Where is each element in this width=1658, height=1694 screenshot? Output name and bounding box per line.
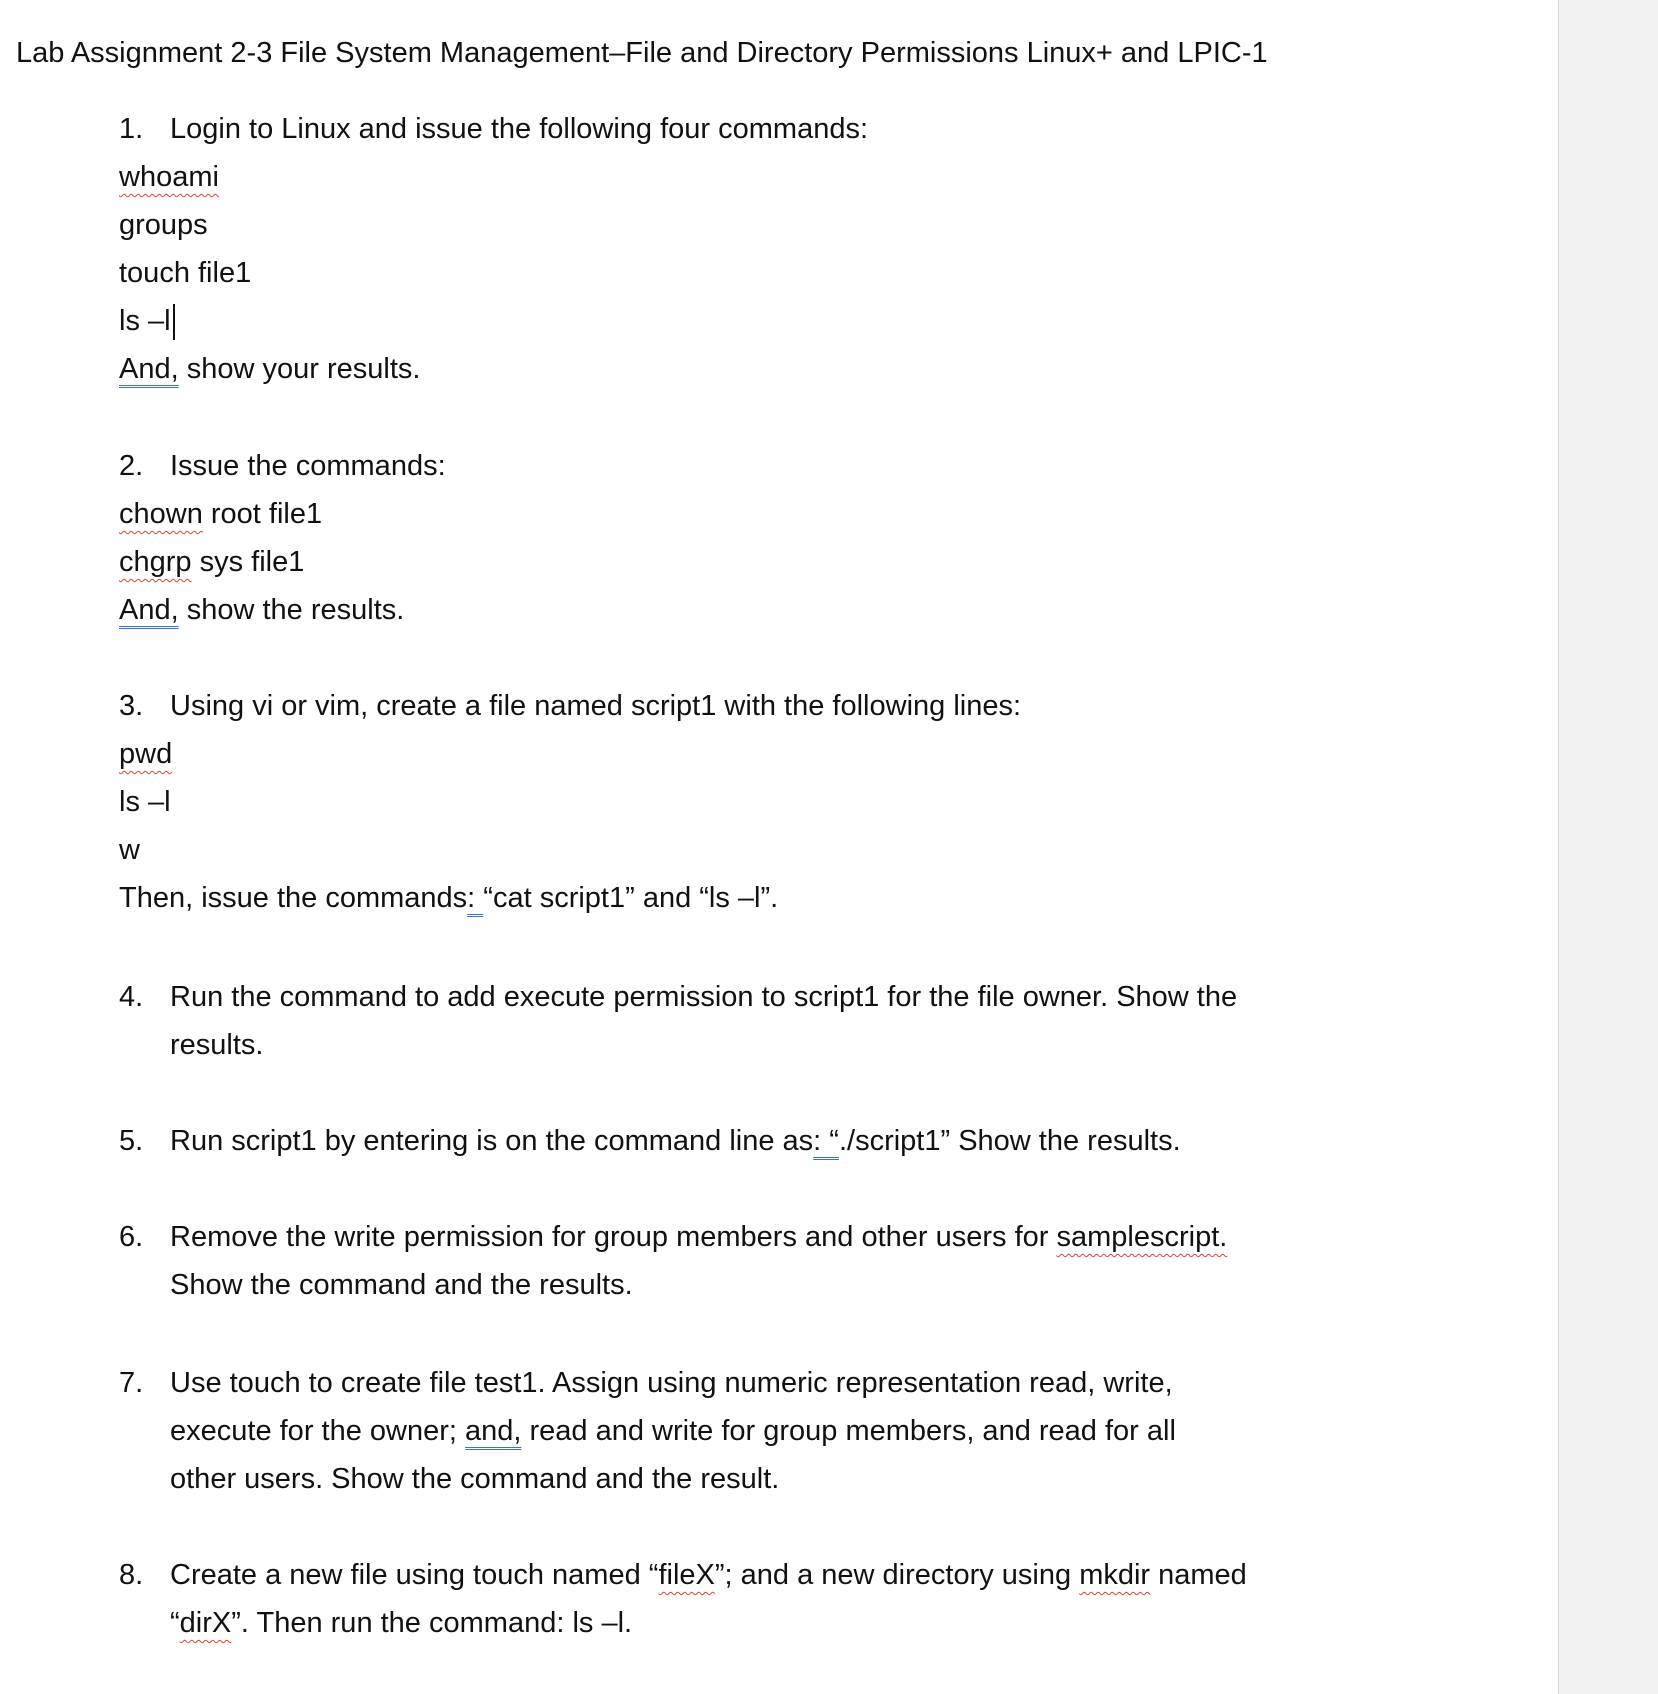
- command-groups: groups: [119, 209, 208, 241]
- question-2: [119, 442, 1379, 634]
- question-2-number: 2.: [119, 450, 144, 482]
- result-and: And,: [119, 353, 179, 385]
- result-instruction: show your results.: [178, 353, 421, 385]
- question-7-text-3: other users. Show the command and the result.: [170, 1463, 780, 1495]
- then-commands: “cat script1” and “ls –l”.: [483, 882, 779, 914]
- result-instruction: show the results.: [178, 594, 405, 626]
- question-7-text-2a: execute for the owner;: [170, 1415, 465, 1447]
- question-8-text-e: named: [1150, 1559, 1247, 1591]
- question-1: [119, 105, 1379, 393]
- question-4-text: Run the command to add execute permission to script1 for the file owner. Show the: [170, 981, 1238, 1013]
- question-8-text-2a: “: [170, 1607, 180, 1639]
- command-chown: chown: [119, 498, 203, 530]
- script-line-pwd: pwd: [119, 738, 173, 770]
- question-7-number: 7.: [119, 1367, 144, 1399]
- script-line-ls: ls –l: [119, 786, 171, 818]
- result-and: And,: [119, 594, 179, 626]
- question-7-text: Use touch to create file test1. Assign using numeric representation read, write,: [170, 1367, 1173, 1399]
- command-ls-l: ls –l: [119, 305, 171, 337]
- command-touch-file1: touch file1: [119, 257, 252, 289]
- question-1-number: 1.: [119, 113, 144, 145]
- command-chgrp-args: sys file1: [191, 546, 305, 578]
- question-5-command: ./script1” Show the results.: [838, 1125, 1181, 1157]
- command-chgrp: chgrp: [119, 546, 192, 578]
- question-4-number: 4.: [119, 981, 144, 1013]
- samplescript-word: samplescript.: [1056, 1221, 1228, 1253]
- question-4-text-continued: results.: [170, 1029, 264, 1061]
- script-line-w: w: [119, 834, 140, 866]
- question-1-prompt: Login to Linux and issue the following four commands:: [170, 113, 869, 145]
- question-7-text-2c: read and write for group members, and read for all: [521, 1415, 1176, 1447]
- question-5-colon: : “: [813, 1125, 839, 1157]
- question-5: [119, 1117, 1379, 1165]
- question-8-number: 8.: [119, 1559, 144, 1591]
- question-3-number: 3.: [119, 690, 144, 722]
- question-7: [119, 1359, 1379, 1503]
- command-whoami: whoami: [119, 161, 219, 193]
- command-chown-args: root file1: [202, 498, 323, 530]
- question-4: [119, 973, 1379, 1069]
- mkdir-word: mkdir: [1079, 1559, 1151, 1591]
- question-6-text-continued: Show the command and the results.: [170, 1269, 633, 1301]
- question-6: [119, 1213, 1379, 1309]
- question-8-text-c: ”; and a new directory using: [714, 1559, 1080, 1591]
- question-6-number: 6.: [119, 1221, 144, 1253]
- text-cursor: [173, 304, 175, 340]
- then-colon: :: [467, 882, 484, 914]
- question-5-text: Run script1 by entering is on the command line as: [170, 1125, 814, 1157]
- right-gutter: [1558, 0, 1658, 1694]
- question-3: [119, 682, 1379, 922]
- dirx-word: dirX: [179, 1607, 232, 1639]
- question-8-text-2c: ”. Then run the command: ls –l.: [231, 1607, 633, 1639]
- then-instruction: Then, issue the commands: [119, 882, 468, 914]
- question-7-and: and,: [465, 1415, 522, 1447]
- filex-word: fileX: [658, 1559, 715, 1591]
- question-2-prompt: Issue the commands:: [170, 450, 446, 482]
- question-5-number: 5.: [119, 1125, 144, 1157]
- question-8: [119, 1551, 1379, 1647]
- question-6-text: Remove the write permission for group members and other users for: [170, 1221, 1057, 1253]
- question-3-prompt: Using vi or vim, create a file named script1 with the following lines:: [170, 690, 1022, 722]
- document-title: Lab Assignment 2-3 File System Management–File and Directory Permissions Linux+ and LPIC-1: [16, 37, 1268, 69]
- question-8-text-a: Create a new file using touch named “: [170, 1559, 659, 1591]
